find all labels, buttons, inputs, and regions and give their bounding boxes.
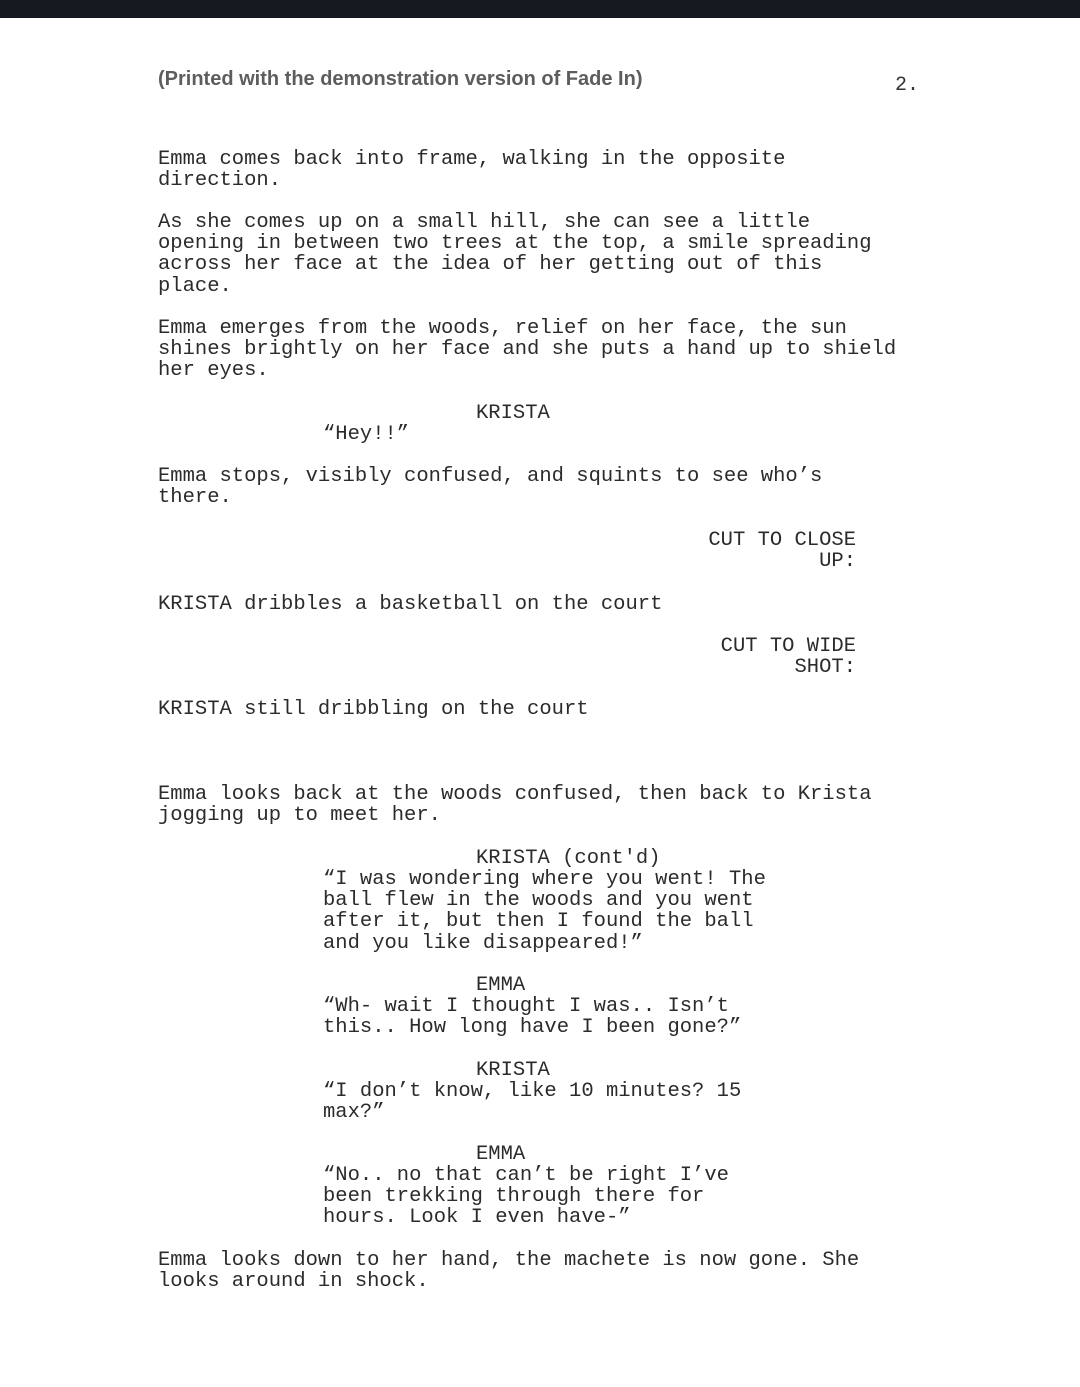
action-line: KRISTA dribbles a basketball on the court	[158, 593, 663, 616]
page-number: 2.	[895, 74, 920, 97]
action-line: Emma looks back at the woods confused, then back to Krista jogging up to meet her.	[158, 783, 872, 828]
character-name: KRISTA	[476, 402, 550, 425]
character-name: EMMA	[476, 974, 526, 997]
action-line: As she comes up on a small hill, she can see a little opening in between two trees at the top, a smile spreading across her face at the idea of her getting out of this place.	[158, 211, 872, 298]
character-name: KRISTA	[476, 1059, 550, 1082]
action-line: Emma emerges from the woods, relief on her face, the sun shines brightly on her face and she puts a hand up to shield her eyes.	[158, 317, 897, 383]
transition: CUT TO WIDE SHOT:	[720, 635, 856, 680]
character-name: EMMA	[476, 1143, 526, 1166]
action-line: KRISTA still dribbling on the court	[158, 698, 589, 721]
dialogue: “I don’t know, like 10 minutes? 15 max?”	[323, 1080, 742, 1125]
dialogue: “No.. no that can’t be right I’ve been trekking through there for hours. Look I even have-”	[323, 1164, 729, 1230]
top-bar	[0, 0, 1080, 18]
action-line: Emma comes back into frame, walking in the opposite direction.	[158, 148, 786, 193]
dialogue: “Wh- wait I thought I was.. Isn’t this.. How long have I been gone?”	[323, 995, 742, 1040]
character-name: KRISTA (cont'd)	[476, 847, 661, 870]
transition: CUT TO CLOSE UP:	[708, 529, 856, 574]
dialogue: “I was wondering where you went! The ball flew in the woods and you went after it, but then I found the ball and you like disappeared!”	[323, 868, 766, 955]
script-page	[0, 18, 1080, 1387]
action-line: Emma stops, visibly confused, and squints to see who’s there.	[158, 465, 823, 510]
dialogue: “Hey!!”	[323, 423, 410, 446]
demo-watermark: (Printed with the demonstration version of Fade In)	[158, 68, 643, 90]
action-line: Emma looks down to her hand, the machete is now gone. She looks around in shock.	[158, 1249, 860, 1294]
